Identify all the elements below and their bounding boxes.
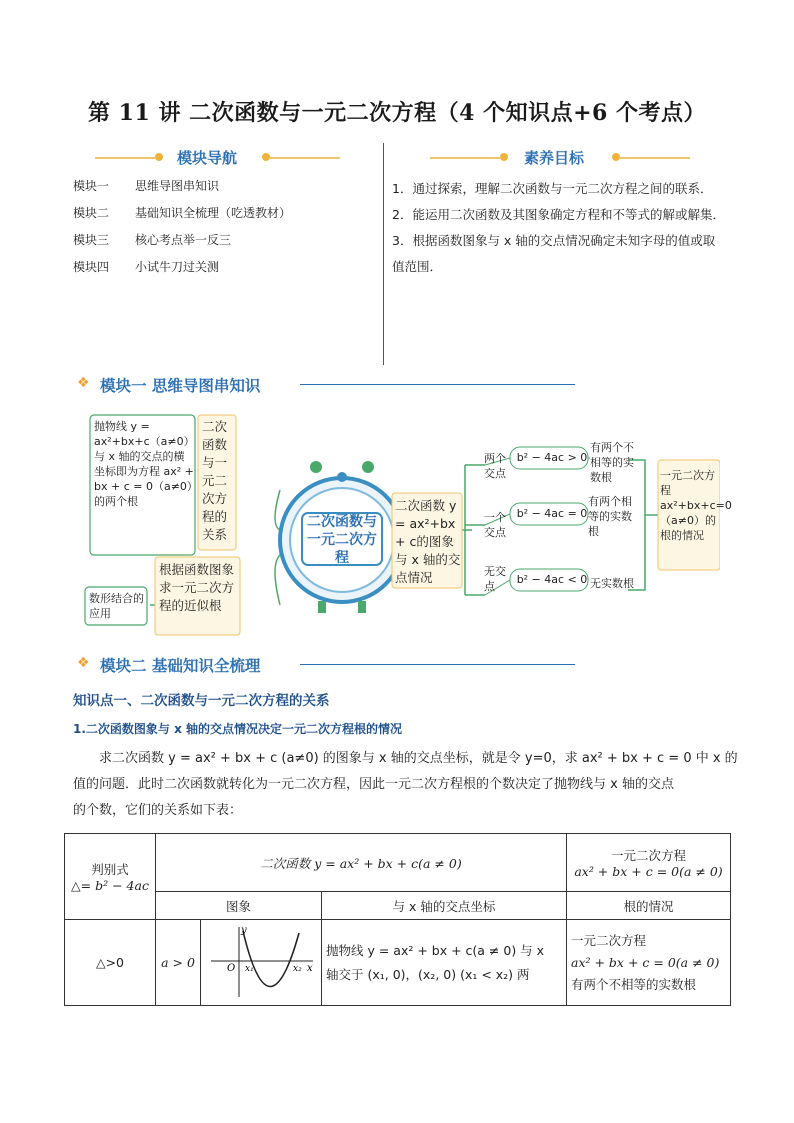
- nav-item: 模块二 基础知识全梳理（吃透教材）: [73, 206, 292, 220]
- mindmap-left-top-label: 二次函数与一元二次方程的关系: [202, 419, 228, 542]
- module1-title: 模块一 思维导图串知识: [100, 377, 261, 395]
- header-root: 根的情况: [567, 892, 731, 920]
- mindmap-right-main: 二次函数 y = ax²+bx + c的图象与 x 轴的交点情况: [395, 498, 461, 585]
- divider: [300, 384, 575, 385]
- divider: [270, 157, 340, 159]
- goals-heading: 素养目标: [524, 149, 585, 167]
- divider: [300, 664, 575, 665]
- branch-points: 两个交点: [484, 452, 506, 480]
- header-equation: 一元二次方程 ax² + bx + c = 0(a ≠ 0): [567, 834, 731, 892]
- divider: [430, 157, 500, 159]
- diamond-icon: ❖: [77, 375, 90, 391]
- row-graph: [201, 920, 322, 1006]
- header-graph: 图象: [156, 892, 322, 920]
- branch-cond: b² − 4ac = 0: [516, 507, 588, 520]
- goals-list: [392, 176, 727, 280]
- diamond-icon: ❖: [77, 655, 90, 671]
- mindmap-left-bottom-label: 根据函数图象求一元二次方程的近似根: [159, 562, 235, 613]
- dot-icon: [155, 153, 163, 161]
- nav-item: 模块一 思维导图串知识: [73, 179, 220, 193]
- page-title: 第 11 讲 二次函数与一元二次方程（4 个知识点+6 个考点）: [88, 100, 706, 126]
- header-function: 二次函数 y = ax² + bx + c(a ≠ 0): [156, 834, 567, 892]
- x1-label: x₁: [245, 964, 254, 974]
- branch-cond: b² − 4ac < 0: [516, 573, 588, 586]
- sub-heading: 1.二次函数图象与 x 轴的交点情况决定一元二次方程根的情况: [73, 722, 403, 736]
- header-discriminant: 判别式 △= b² − 4ac: [65, 834, 156, 920]
- row-root: 一元二次方程 ax² + bx + c = 0(a ≠ 0) 有两个不相等的实数根: [567, 920, 731, 1006]
- nav-item: 模块三 核心考点举一反三: [73, 233, 232, 247]
- goal-item: 3．根据函数图象与 x 轴的交点情况确定未知字母的值或取值范围．: [392, 233, 716, 274]
- branch-result: 无实数根: [590, 577, 634, 590]
- x2-label: x₂: [293, 964, 302, 974]
- header-coord: 与 x 轴的交点坐标: [322, 892, 567, 920]
- mindmap-left-top-box: 抛物线 y = ax²+bx+c（a≠0）与 x 轴的交点的横坐标即为方程 ax² + bx + c = 0（a≠0）的两个根: [94, 420, 194, 508]
- mindmap-left-bottom-box: 数形结合的应用: [89, 592, 144, 620]
- knowledge-point-title: 知识点一、二次函数与一元二次方程的关系: [73, 693, 330, 709]
- row-coord: 抛物线 y = ax² + bx + c(a ≠ 0) 与 x 轴交于 (x₁, 0)，(x₂, 0) (x₁ < x₂) 两: [322, 920, 567, 1006]
- divider: [620, 157, 690, 159]
- dot-icon: [262, 153, 270, 161]
- nav-item: 模块四 小试牛刀过关测: [73, 260, 220, 274]
- row-a-condition: a > 0: [156, 920, 201, 1006]
- column-divider: [383, 143, 384, 365]
- mindmap-center: 二次函数与一元二次方程: [307, 514, 377, 566]
- origin-label: O: [227, 963, 236, 974]
- module2-title: 模块二 基础知识全梳理: [100, 657, 261, 675]
- branch-points: 无交点: [484, 565, 506, 593]
- axis-y-label: y: [241, 925, 247, 936]
- branch-points: 一个交点: [484, 511, 506, 539]
- goal-item: 2．能运用二次函数及其图象确定方程和不等式的解或解集．: [392, 207, 725, 222]
- row-discriminant: △>0: [65, 920, 156, 1006]
- branch-result: 有两个不相等的实数根: [590, 441, 634, 484]
- nav-heading: 模块导航: [177, 149, 238, 167]
- relation-table: [64, 833, 731, 1006]
- body-paragraph: 求二次函数 y = ax² + bx + c (a≠0) 的图象与 x 轴的交点坐标，就是令 y=0，求 ax² + bx + c = 0 中 x 的 值的问题．此时二次函数就转化为一元二次方程，因此一元二次方程根的个数决定了抛物线与 x 轴的交点 的个数，它们的关系如下表：: [73, 751, 738, 818]
- branch-result: 有两个相等的实数根: [588, 495, 632, 538]
- goal-item: 1．通过探索，理解二次函数与一元二次方程之间的联系．: [392, 181, 713, 196]
- dot-icon: [612, 153, 620, 161]
- parabola-graph: [201, 921, 321, 1001]
- axis-x-label: x: [307, 963, 313, 974]
- dot-icon: [500, 153, 508, 161]
- mindmap-right-end: 一元二次方程ax²+bx+c=0（a≠0）的根的情况: [660, 469, 732, 542]
- divider: [95, 157, 155, 159]
- branch-cond: b² − 4ac > 0: [516, 451, 588, 464]
